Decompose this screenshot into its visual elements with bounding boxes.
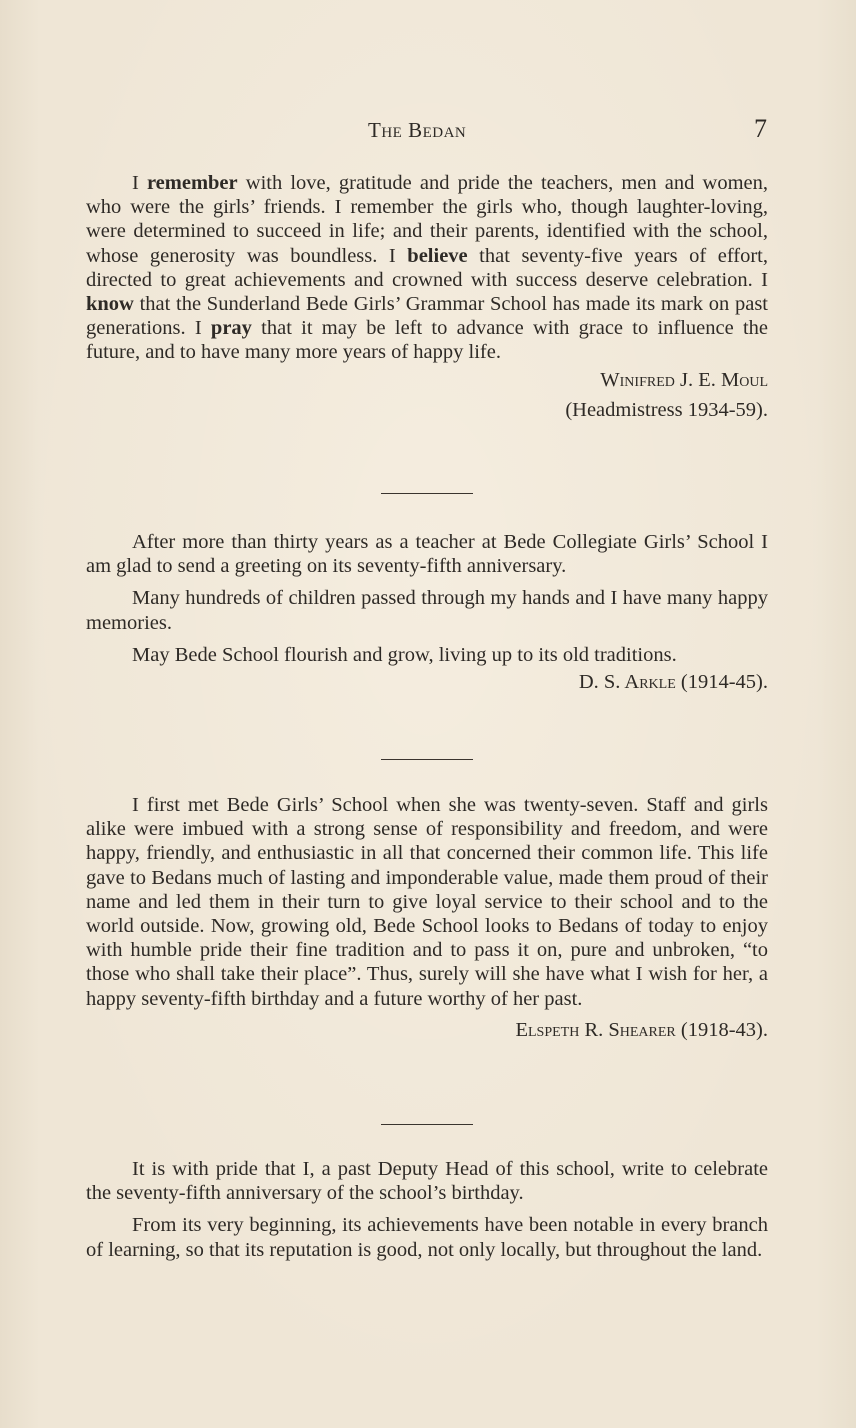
- running-header: [0, 114, 856, 148]
- letter-deputy-head: [86, 1157, 768, 1270]
- section-divider: [381, 1124, 473, 1125]
- paragraph: [86, 1213, 768, 1261]
- paragraph: [86, 586, 768, 634]
- paragraph: [86, 171, 768, 365]
- signature-block: [86, 1015, 768, 1045]
- emphasis-know: know: [86, 293, 134, 316]
- paragraph: [86, 530, 768, 578]
- signature-name: Winifred J. E. Moul: [600, 368, 768, 391]
- text-run: May Bede School flourish and grow, living up to its old traditions.: [132, 643, 677, 666]
- text-run: It is with pride that I, a past Deputy Head of this school, write to celebrate the seventy-fifth anniversary of the school’s birthday.: [86, 1158, 768, 1205]
- signature-note: (1914-45).: [680, 671, 768, 694]
- paragraph: [86, 1157, 768, 1205]
- text-run: After more than thirty years as a teacher at Bede Collegiate Girls’ School I am glad to send a greeting on its seventy-fifth anniversary.: [86, 531, 768, 578]
- letter-shearer: [86, 793, 768, 1045]
- paragraph: [86, 643, 768, 667]
- letter-arkle: [86, 530, 768, 697]
- signature-note: (Headmistress 1934-59).: [565, 398, 768, 421]
- text-run: that seventy-five years of effort, directed to great achievements and crowned with success deserve celebration. I: [86, 244, 768, 291]
- signature-block: [86, 667, 768, 697]
- page-number: 7: [754, 114, 767, 143]
- text-run: I: [132, 172, 147, 194]
- paragraph: [86, 793, 768, 1011]
- text-run: I first met Bede Girls’ School when she was twenty-seven. Staff and girls alike were imbued with a strong sense of responsibility and freedom, and were happy, friendly, and enthusiastic in all that concerned their common life. This life gave to Bedans much of lasting and imponderable value, made them proud of their name and led them in their turn to give loyal service to their school and to the world outside. Now, growing old, Bede School looks to Bedans of today to enjoy with humble pride their fine tradition and to pass it on, pure and unbroken, “to those who shall take their place”. Thus, surely will she have what I wish for her, a happy seventy-fifth birthday and a future worthy of her past.: [86, 794, 768, 1010]
- emphasis-pray: pray: [210, 317, 252, 340]
- text-run: with love, gratitude and pride the teachers, men and women, who were the girls’ friends. I remember the girls who, though laughter-loving, were determined to succeed in life; and their parents, identified with the school, whose generosity was boundless. I: [86, 172, 768, 267]
- emphasis-remember: remember: [146, 172, 238, 194]
- text-run: that the Sunderland Bede Girls’ Grammar School has made its mark on past generations. I: [86, 293, 768, 340]
- text-run: Many hundreds of children passed through my hands and I have many happy memories.: [86, 587, 768, 634]
- signature-name: Elspeth R. Shearer: [515, 1018, 676, 1041]
- signature-block: [86, 365, 768, 425]
- text-run: From its very beginning, its achievements have been notable in every branch of learning, so that its reputation is good, not only locally, but throughout the land.: [86, 1214, 768, 1261]
- running-title: The Bedan: [368, 118, 467, 142]
- section-divider: [381, 759, 473, 760]
- section-divider: [381, 493, 473, 494]
- signature-note: (1918-43).: [680, 1018, 768, 1041]
- emphasis-believe: believe: [407, 244, 468, 267]
- text-run: that it may be left to advance with grace to influence the future, and to have many more years of happy life.: [86, 317, 768, 364]
- signature-name: D. S. Arkle: [578, 671, 676, 694]
- letter-moul: [86, 171, 768, 425]
